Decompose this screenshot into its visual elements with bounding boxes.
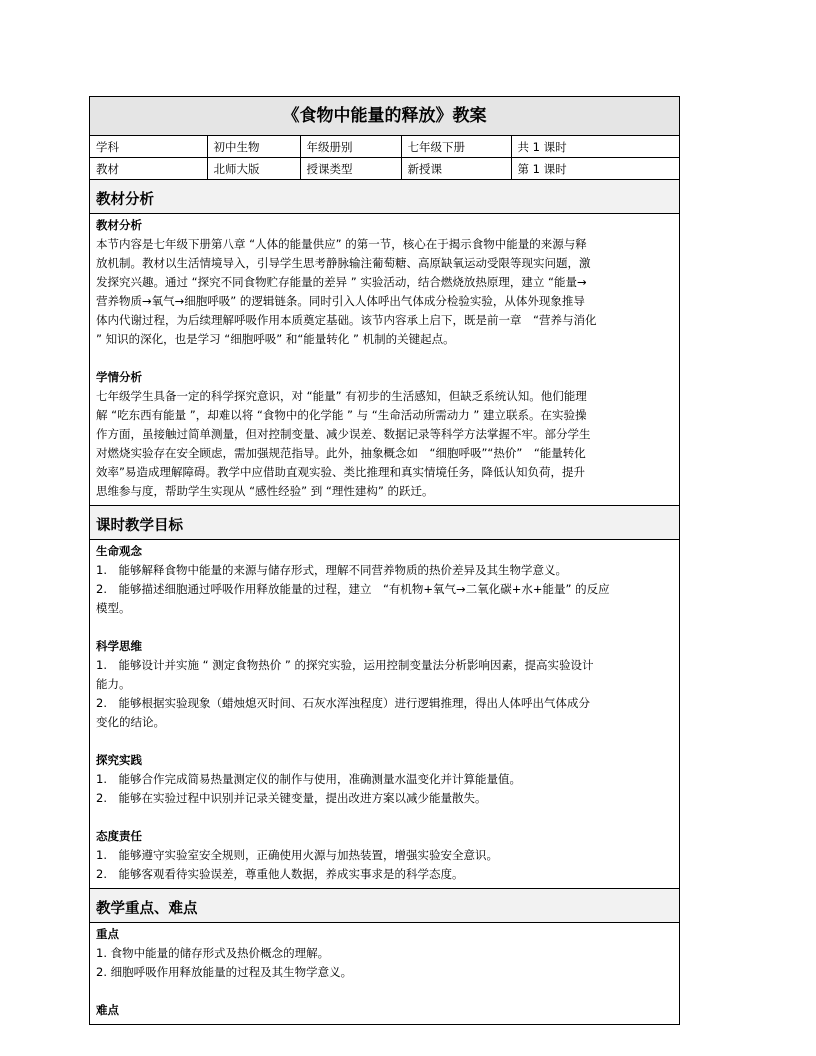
text-line: 2. 能够描述细胞通过呼吸作用释放能量的过程，建立 “有机物+氧气→二氧化碳+水+能量” 的反应 [96, 582, 610, 596]
text-line: 变化的结论。 [96, 715, 165, 729]
info-cell: 授课类型 [300, 158, 401, 180]
section-body [90, 923, 679, 1024]
text-line: 2. 能够根据实验现象（蜡烛熄灭时间、石灰水浑浊程度）进行逻辑推理，得出人体呼出气体成分 [96, 696, 590, 710]
subheading: 探究实践 [96, 753, 142, 767]
info-cell: 初中生物 [207, 136, 300, 158]
section-heading: 课时教学目标 [90, 506, 679, 540]
text-line: 1. 能够合作完成简易热量测定仪的制作与使用，准确测量水温变化并计算能量值。 [96, 772, 521, 786]
text-line: 1. 能够遵守实验室安全规则，正确使用火源与加热装置，增强实验安全意识。 [96, 848, 498, 862]
text-line: 2. 能够在实验过程中识别并记录关键变量，提出改进方案以减少能量散失。 [96, 791, 487, 805]
text-line: 思维参与度，帮助学生实现从 “感性经验” 到 “理性建构” 的跃迁。 [96, 484, 434, 498]
subheading: 教材分析 [96, 218, 142, 232]
key-points-section [90, 889, 679, 1025]
text-line: 本节内容是七年级下册第八章 “人体的能量供应” 的第一节，核心在于揭示食物中能量的来源与释 [96, 237, 587, 251]
info-row [90, 136, 679, 158]
subheading: 态度责任 [96, 829, 142, 843]
text-line: 2. 能够客观看待实验误差，尊重他人数据，养成实事求是的科学态度。 [96, 867, 464, 881]
text-line: 发探究兴趣。通过 “探究不同食物贮存能量的差异 ” 实验活动，结合燃烧放热原理，建立 “能量→ [96, 275, 587, 289]
subheading: 生命观念 [96, 544, 142, 558]
text-line: ” 知识的深化，也是学习 “细胞呼吸” 和“能量转化 ” 机制的关键起点。 [96, 332, 455, 346]
subheading: 重点 [96, 927, 119, 941]
paragraph [96, 235, 673, 349]
text-line: 七年级学生具备一定的科学探究意识，对 “能量” 有初步的生活感知，但缺乏系统认知。他们能理 [96, 389, 587, 403]
info-cell: 年级册别 [300, 136, 401, 158]
text-line: 能力。 [96, 677, 131, 691]
info-cell: 共 1 课时 [511, 136, 679, 158]
info-cell: 学科 [90, 136, 207, 158]
lesson-plan-document [89, 96, 680, 1025]
text-line: 营养物质→氧气→细胞呼吸” 的逻辑链条。同时引入人体呼出气体成分检验实验，从体外现象推导 [96, 294, 585, 308]
document-title: 《食物中能量的释放》教案 [90, 97, 679, 136]
info-cell: 北师大版 [207, 158, 300, 180]
section-heading: 教材分析 [90, 180, 679, 214]
info-cell: 教材 [90, 158, 207, 180]
text-line: 1. 能够解释食物中能量的来源与储存形式，理解不同营养物质的热价差异及其生物学意义。 [96, 563, 567, 577]
subheading: 学情分析 [96, 370, 142, 384]
course-info-table [90, 136, 679, 180]
info-cell: 新授课 [401, 158, 511, 180]
text-line: 1. 能够设计并实施 “ 测定食物热价 ” 的探究实验，运用控制变量法分析影响因素，提高实验设计 [96, 658, 594, 672]
text-line: 作方面，虽接触过简单测量，但对控制变量、减少误差、数据记录等科学方法掌握不牢。部分学生 [96, 427, 591, 441]
analysis-section [90, 180, 679, 506]
text-line: 解 “吃东西有能量 ”，却难以将 “食物中的化学能 ” 与 “生命活动所需动力 ” 建立联系。在实验操 [96, 408, 587, 422]
subheading: 难点 [96, 1003, 119, 1017]
info-cell: 第 1 课时 [511, 158, 679, 180]
objectives-section [90, 506, 679, 889]
section-body [90, 214, 679, 505]
text-line: 1. 食物中能量的储存形式及热价概念的理解。 [96, 946, 330, 960]
section-heading: 教学重点、难点 [90, 889, 679, 923]
text-line: 模型。 [96, 601, 131, 615]
paragraph [96, 387, 673, 501]
text-line: 效率”易造成理解障碍。教学中应借助直观实验、类比推理和真实情境任务，降低认知负荷，提升 [96, 465, 585, 479]
text-line: 体内代谢过程，为后续理解呼吸作用本质奠定基础。该节内容承上启下，既是前一章 “营养与消化 [96, 313, 597, 327]
text-line: 对燃烧实验存在安全顾虑，需加强规范指导。此外，抽象概念如 “细胞呼吸”“热价” “能量转化 [96, 446, 586, 460]
text-line: 放机制。教材以生活情境导入，引导学生思考静脉输注葡萄糖、高原缺氧运动受限等现实问题，激 [96, 256, 591, 270]
info-cell: 七年级下册 [401, 136, 511, 158]
text-line: 2. 细胞呼吸作用释放能量的过程及其生物学意义。 [96, 965, 353, 979]
info-row [90, 158, 679, 180]
subheading: 科学思维 [96, 639, 142, 653]
section-body [90, 540, 679, 888]
